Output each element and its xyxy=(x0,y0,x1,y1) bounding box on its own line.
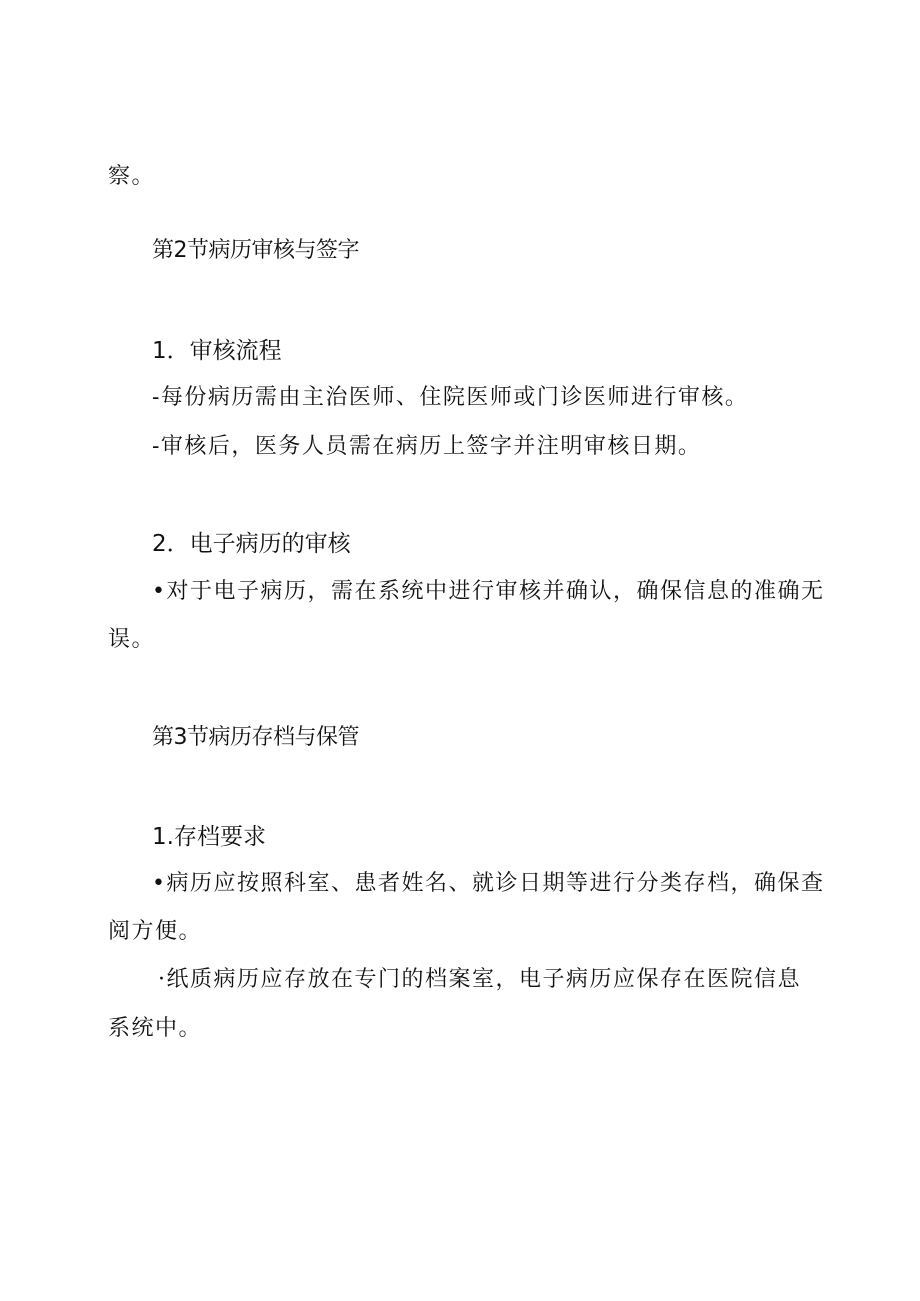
paragraph-line: ·纸质病历应存放在专门的档案室，电子病历应保存在医院信息 xyxy=(158,967,801,992)
paragraph-line: 系统中。 xyxy=(108,1016,203,1041)
paragraph-line: 误。 xyxy=(108,627,156,652)
paragraph-line: •对于电子病历，需在系统中进行审核并确认，确保信息的准确无 xyxy=(152,579,825,604)
item-heading-electronic-review: 2．电子病历的审核 xyxy=(152,531,351,557)
paragraph-line: •病历应按照科室、患者姓名、就诊日期等进行分类存档，确保查 xyxy=(152,871,825,896)
paragraph-line: -每份病历需由主治医师、住院医师或门诊医师进行审核。 xyxy=(152,385,749,410)
section-3-title: 第3节病历存档与保管 xyxy=(152,725,359,750)
section-2-title: 第2节病历审核与签字 xyxy=(152,238,359,263)
continuation-text: 察。 xyxy=(108,164,156,189)
item-heading-archive-requirements: 1.存档要求 xyxy=(152,824,266,850)
item-heading-review-process: 1．审核流程 xyxy=(152,338,282,364)
paragraph-line: -审核后，医务人员需在病历上签字并注明审核日期。 xyxy=(152,434,702,459)
paragraph-line: 阅方便。 xyxy=(108,919,203,944)
